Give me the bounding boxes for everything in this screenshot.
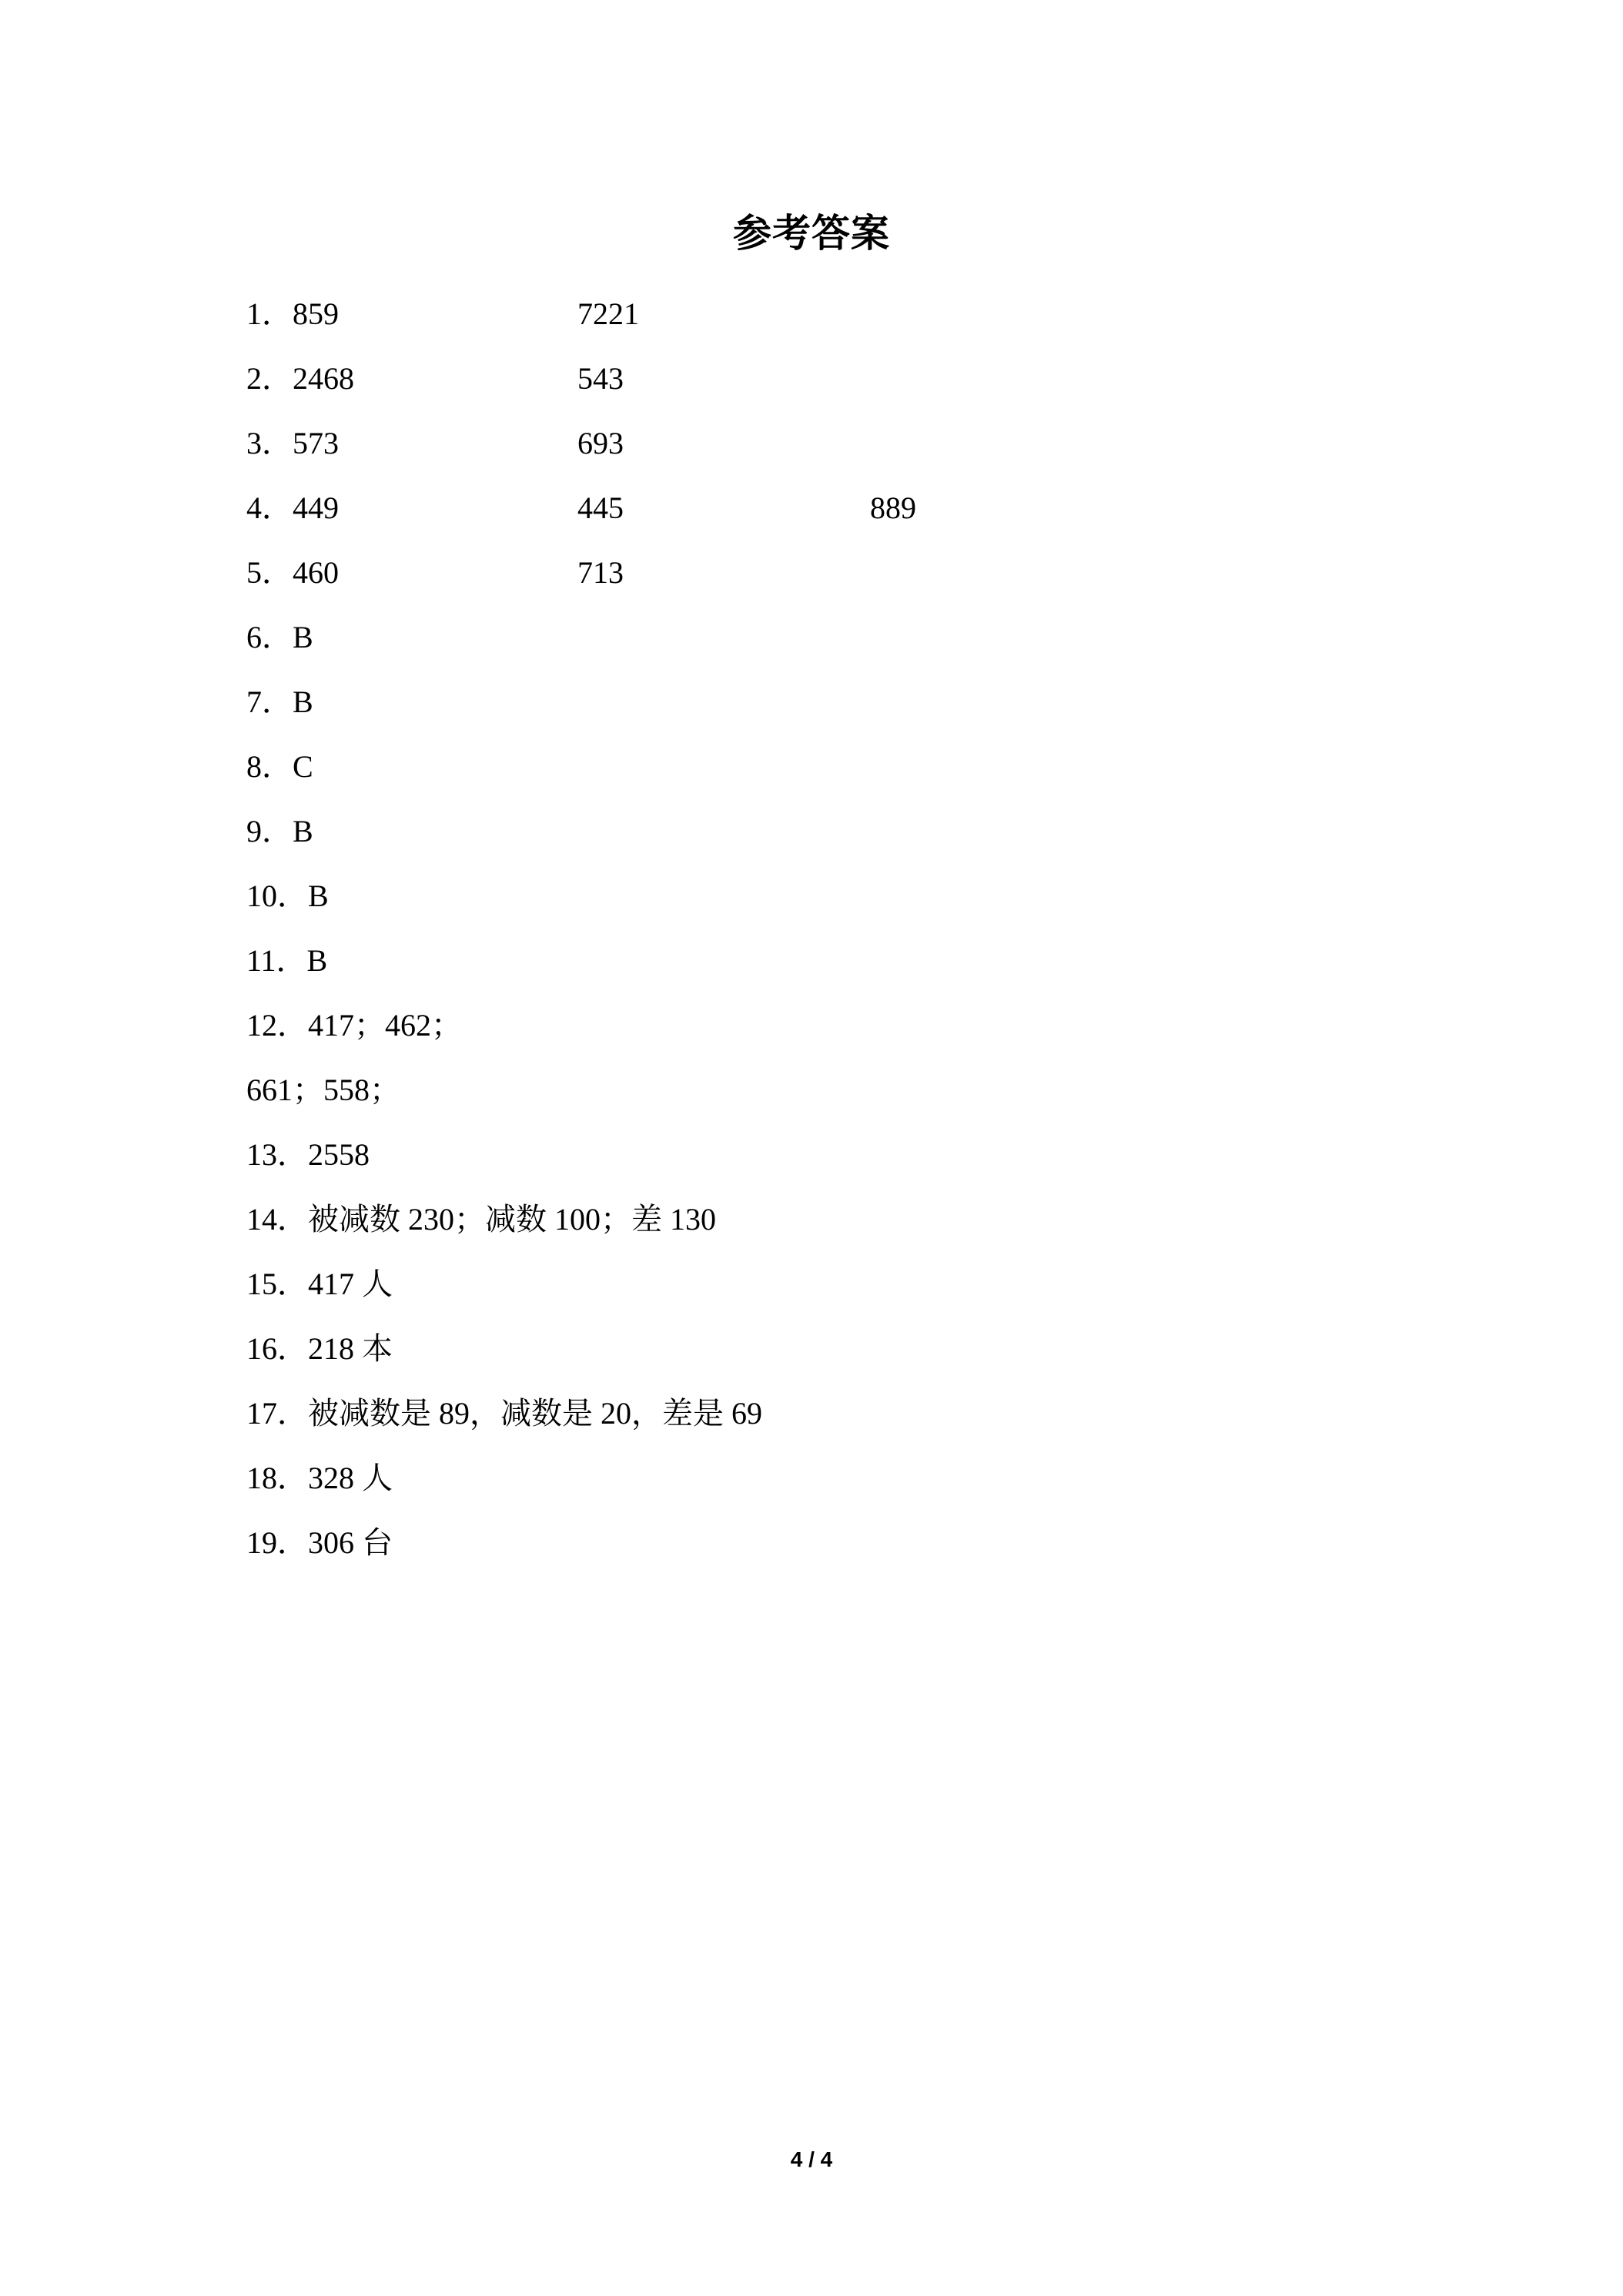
answer-row-4	[246, 485, 1401, 550]
answer-row-19	[246, 1520, 1401, 1585]
answer-18: 18．328 人	[246, 1461, 393, 1495]
answer-14: 14．被减数 230；减数 100；差 130	[246, 1202, 716, 1237]
answer-row-12	[246, 1002, 1401, 1067]
answer-13: 13．2558	[246, 1137, 370, 1172]
answer-12-line-1: 12．417；462；	[246, 1008, 462, 1043]
answer-row-10	[246, 873, 1401, 938]
answer-17: 17．被减数是 89，减数是 20，差是 69	[246, 1396, 762, 1431]
answer-16: 16．218 本	[246, 1331, 393, 1366]
answer-row-2	[246, 356, 1401, 420]
answer-row-8	[246, 744, 1401, 808]
answer-1-part-b: 7221	[577, 296, 639, 331]
answer-15: 15．417 人	[246, 1267, 393, 1301]
answer-row-18	[246, 1455, 1401, 1520]
answer-row-14	[246, 1197, 1401, 1261]
answer-row-16	[246, 1326, 1401, 1391]
answer-row-12-continued	[246, 1067, 1401, 1132]
answer-row-17	[246, 1391, 1401, 1455]
answer-row-6	[246, 614, 1401, 679]
answer-1-part-a: 1．859	[246, 296, 339, 331]
answer-3-part-a: 3．573	[246, 426, 339, 460]
answer-10: 10．B	[246, 879, 329, 913]
answer-4-part-c: 889	[870, 490, 916, 525]
answer-list	[246, 291, 1401, 1585]
answer-8: 8．C	[246, 749, 313, 784]
answer-5-part-a: 5．460	[246, 555, 339, 590]
answer-3-part-b: 693	[577, 426, 624, 460]
answer-row-1	[246, 291, 1401, 356]
answer-2-part-b: 543	[577, 361, 624, 396]
answer-2-part-a: 2．2468	[246, 361, 354, 396]
answer-9: 9．B	[246, 814, 313, 848]
answer-4-part-a: 4．449	[246, 490, 339, 525]
page-number: 4 / 4	[790, 2147, 833, 2171]
answer-19: 19．306 台	[246, 1525, 393, 1560]
answer-row-13	[246, 1132, 1401, 1197]
answer-row-7	[246, 679, 1401, 744]
answer-11: 11．B	[246, 943, 328, 978]
answer-row-11	[246, 938, 1401, 1002]
answer-7: 7．B	[246, 684, 313, 719]
answer-5-part-b: 713	[577, 555, 624, 590]
answer-row-5	[246, 550, 1401, 614]
answer-6: 6．B	[246, 620, 313, 654]
answer-row-9	[246, 808, 1401, 873]
answer-row-3	[246, 420, 1401, 485]
page-title: 参考答案	[733, 211, 890, 256]
answer-12-line-2: 661；558；	[246, 1073, 400, 1107]
answer-row-15	[246, 1261, 1401, 1326]
answer-4-part-b: 445	[577, 490, 624, 525]
